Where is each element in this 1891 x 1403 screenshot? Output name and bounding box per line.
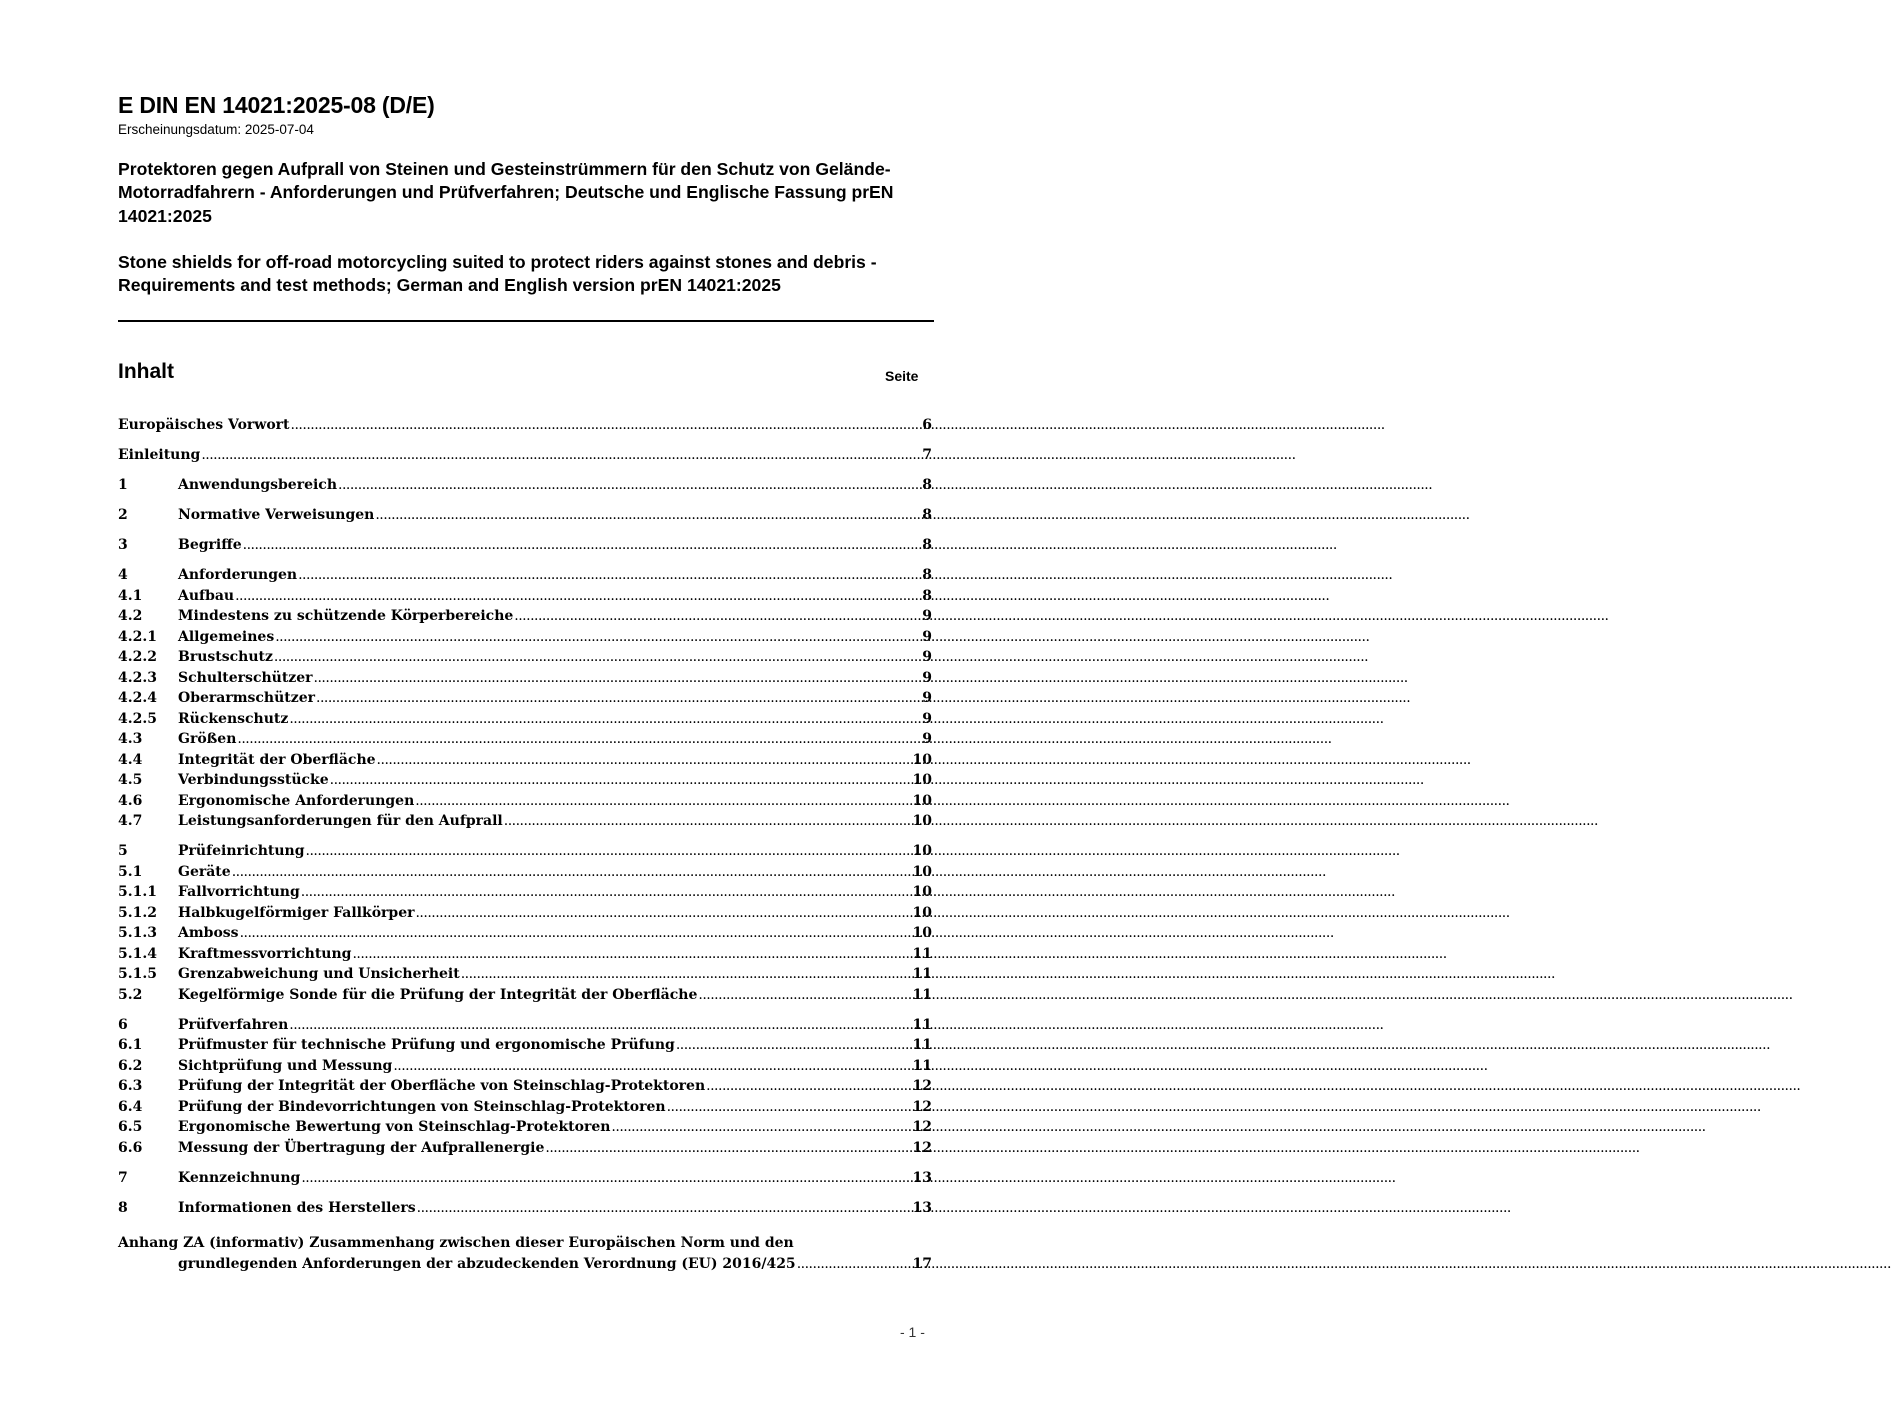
annex-page-number: 17	[912, 1255, 932, 1272]
toc-entry[interactable]	[118, 535, 932, 556]
toc-entry-title: Rückenschutz	[178, 710, 289, 727]
toc-entry-number: 4.3	[118, 731, 143, 747]
toc-entry[interactable]	[118, 627, 932, 648]
toc-entry[interactable]	[118, 944, 932, 965]
toc-entry-page: 10	[912, 863, 932, 880]
leader-dots	[301, 882, 912, 903]
toc-entry-number: 8	[118, 1199, 128, 1216]
toc-entry-page: 9	[922, 690, 932, 706]
toc-entry-number: 4.4	[118, 751, 143, 768]
toc-entry-number: 5.2	[118, 986, 143, 1003]
toc-entry-number: 4.2.1	[118, 628, 157, 645]
toc-entry-page: 12	[912, 1139, 932, 1156]
publication-date: Erscheinungsdatum: 2025-07-04	[118, 122, 314, 137]
toc-entry-page: 10	[912, 904, 932, 921]
leader-dots	[667, 1097, 912, 1118]
toc-entry-title: Begriffe	[178, 537, 242, 553]
toc-entry-number: 4.7	[118, 813, 143, 829]
toc-entry[interactable]	[118, 647, 932, 668]
leader-dots	[291, 415, 922, 436]
toc-entry[interactable]	[118, 688, 932, 709]
leader-dots	[232, 862, 912, 883]
leader-dots	[698, 985, 911, 1006]
toc-entry-title: Geräte	[178, 863, 231, 880]
toc-entry-page: 13	[912, 1169, 932, 1186]
toc-entry-number: 6.6	[118, 1139, 143, 1156]
toc-entry-number: 6.3	[118, 1078, 143, 1094]
toc-page-column-heading: Seite	[885, 368, 919, 384]
toc-entry[interactable]	[118, 606, 932, 627]
toc-entry-number: 5.1	[118, 863, 143, 880]
toc-entry-number: 4.2.5	[118, 710, 157, 727]
toc-entry[interactable]	[118, 586, 932, 607]
toc-entry-page: 9	[922, 731, 932, 747]
toc-entry-page: 11	[912, 1037, 932, 1053]
toc-entry[interactable]	[118, 791, 932, 812]
leader-dots	[375, 505, 921, 526]
leader-dots	[797, 1254, 912, 1275]
toc-entry-number: 1	[118, 477, 128, 493]
leader-dots	[235, 586, 921, 607]
toc-entry-title: Normative Verweisungen	[178, 507, 375, 523]
toc-entry[interactable]	[118, 668, 932, 689]
toc-entry-title: Einleitung	[118, 447, 201, 463]
toc-entry-page: 9	[922, 710, 932, 727]
toc-entry[interactable]	[118, 1015, 932, 1036]
toc-entry-number: 4.1	[118, 587, 143, 604]
toc-entry-title: Prüfung der Integrität der Oberfläche von Steinschlag-Protektoren	[178, 1078, 706, 1094]
toc-entry-page: 9	[922, 649, 932, 665]
toc-entry-title: Kegelförmige Sonde für die Prüfung der Integrität der Oberfläche	[178, 986, 698, 1003]
toc-entry-number: 5.1.2	[118, 904, 157, 921]
toc-entry-page: 11	[912, 966, 932, 982]
toc-entry-page: 13	[912, 1199, 932, 1216]
toc-entry-number: 4.2.3	[118, 669, 157, 686]
toc-entry-number: 6.5	[118, 1119, 143, 1135]
toc-entry-number: 3	[118, 537, 128, 553]
leader-dots	[201, 445, 921, 466]
toc-entry-title: Prüfeinrichtung	[178, 843, 305, 859]
leader-dots	[330, 770, 912, 791]
toc-entry[interactable]	[118, 729, 932, 750]
toc-entry-page: 9	[922, 608, 932, 624]
leader-dots	[243, 535, 922, 556]
toc-entry-page: 6	[922, 417, 932, 433]
toc-entry-title: Schulterschützer	[178, 669, 313, 686]
toc-entry[interactable]	[118, 811, 932, 832]
toc-entry-page: 8	[922, 587, 932, 604]
toc-entry-page: 11	[912, 1057, 932, 1074]
toc-entry[interactable]	[118, 505, 932, 526]
toc-entry-number: 6.2	[118, 1057, 143, 1074]
leader-dots	[377, 750, 912, 771]
toc-entry-number: 5.1.1	[118, 884, 157, 900]
toc-entry-title: Oberarmschützer	[178, 690, 315, 706]
toc-entry[interactable]	[118, 882, 932, 903]
title-german: Protektoren gegen Aufprall von Steinen und Gesteinstrümmern für den Schutz von Gelände-Motorradfahrern - Anforderungen und Prüfverfahren; Deutsche und Englische Fassung prEN 14021:2025	[118, 159, 894, 226]
toc-entry-page: 11	[912, 945, 932, 962]
toc-entry[interactable]	[118, 1035, 932, 1056]
leader-dots	[461, 964, 912, 985]
toc-entry-number: 4	[118, 567, 128, 583]
toc-entry-page: 10	[912, 792, 932, 809]
title-divider	[118, 320, 934, 322]
toc-entry-page: 11	[912, 1016, 932, 1033]
toc-entry-title: Kraftmessvorrichtung	[178, 945, 352, 962]
toc-entry-title: Halbkugelförmiger Fallkörper	[178, 904, 415, 921]
toc-entry-page: 8	[922, 477, 932, 493]
toc-entry-page: 10	[912, 772, 932, 788]
toc-entry-title: Informationen des Herstellers	[178, 1199, 416, 1216]
leader-dots	[316, 688, 921, 709]
leader-dots	[298, 565, 921, 586]
toc-entry-title: Sichtprüfung und Messung	[178, 1057, 393, 1074]
toc-entry-number: 5.1.4	[118, 945, 157, 962]
toc-entry-page: 9	[922, 628, 932, 645]
toc-entry[interactable]	[118, 750, 932, 771]
toc-entry-title: Anwendungsbereich	[178, 477, 337, 493]
toc-entry-number: 6.4	[118, 1098, 143, 1115]
toc-entry[interactable]	[118, 1198, 932, 1219]
table-of-contents	[118, 415, 932, 1218]
toc-entry[interactable]	[118, 415, 932, 436]
toc-entry-title: Grenzabweichung und Unsicherheit	[178, 966, 460, 982]
toc-entry-title: Brustschutz	[178, 649, 273, 665]
toc-entry-number: 7	[118, 1169, 128, 1186]
toc-entry-title: Verbindungsstücke	[178, 772, 329, 788]
toc-entry-title: Europäisches Vorwort	[118, 417, 290, 433]
toc-entry-title: Fallvorrichtung	[178, 884, 300, 900]
leader-dots	[415, 903, 911, 924]
toc-entry-page: 11	[912, 986, 932, 1003]
toc-entry-number: 6	[118, 1016, 128, 1033]
toc-entry[interactable]	[118, 1056, 932, 1077]
leader-dots	[237, 729, 921, 750]
leader-dots	[706, 1076, 911, 1097]
leader-dots	[314, 668, 922, 689]
toc-entry-number: 5	[118, 843, 128, 859]
toc-entry[interactable]	[118, 1097, 932, 1118]
toc-entry[interactable]	[118, 862, 932, 883]
toc-entry-number: 4.2	[118, 608, 143, 624]
toc-entry-page: 10	[912, 813, 932, 829]
leader-dots	[514, 606, 921, 627]
toc-entry-page: 10	[912, 751, 932, 768]
toc-entry-title: Prüfung der Bindevorrichtungen von Steinschlag-Protektoren	[178, 1098, 666, 1115]
toc-entry-page: 12	[912, 1078, 932, 1094]
toc-entry[interactable]	[118, 903, 932, 924]
toc-entry-title: Integrität der Oberfläche	[178, 751, 376, 768]
toc-entry-title: Prüfmuster für technische Prüfung und ergonomische Prüfung	[178, 1037, 675, 1053]
leader-dots	[676, 1035, 912, 1056]
toc-entry-title: Anforderungen	[178, 567, 298, 583]
leader-dots	[240, 923, 912, 944]
leader-dots	[289, 709, 921, 730]
leader-dots	[504, 811, 912, 832]
toc-entry-page: 10	[912, 925, 932, 941]
leader-dots	[545, 1138, 911, 1159]
toc-annex-entry[interactable]	[118, 1233, 932, 1274]
toc-entry[interactable]	[118, 964, 932, 985]
page-number: - 1 -	[900, 1324, 925, 1340]
toc-entry-number: 4.6	[118, 792, 143, 809]
toc-entry[interactable]	[118, 1168, 932, 1189]
title-english: Stone shields for off-road motorcycling suited to protect riders against stones and debris - Requirements and test methods; German and English version prEN 14021:2025	[118, 252, 877, 296]
leader-dots	[415, 791, 911, 812]
toc-entry-number: 4.2.4	[118, 690, 157, 706]
toc-entry-title: Größen	[178, 731, 237, 747]
toc-entry-title: Amboss	[178, 925, 239, 941]
toc-entry-number: 2	[118, 507, 128, 523]
toc-entry[interactable]	[118, 770, 932, 791]
toc-entry[interactable]	[118, 709, 932, 730]
toc-entry-number: 6.1	[118, 1037, 143, 1053]
toc-entry[interactable]	[118, 923, 932, 944]
leader-dots	[306, 841, 912, 862]
toc-entry-page: 8	[922, 507, 932, 523]
toc-entry-page: 7	[922, 447, 932, 463]
toc-entry[interactable]	[118, 475, 932, 496]
toc-entry-title: Allgemeines	[178, 628, 275, 645]
toc-entry[interactable]	[118, 985, 932, 1006]
leader-dots	[274, 647, 921, 668]
toc-entry-title: Prüfverfahren	[178, 1016, 289, 1033]
toc-entry-title: Ergonomische Anforderungen	[178, 792, 415, 809]
leader-dots	[393, 1056, 911, 1077]
toc-entry-page: 9	[922, 669, 932, 686]
document-id: E DIN EN 14021:2025-08 (D/E)	[118, 92, 435, 118]
toc-entry[interactable]	[118, 1076, 932, 1097]
toc-entry-page: 8	[922, 567, 932, 583]
toc-entry[interactable]	[118, 1117, 932, 1138]
annex-title-line-2: grundlegenden Anforderungen der abzudeckenden Verordnung (EU) 2016/425	[178, 1255, 796, 1272]
toc-entry[interactable]	[118, 445, 932, 466]
toc-entry-title: Kennzeichnung	[178, 1169, 301, 1186]
toc-entry[interactable]	[118, 841, 932, 862]
toc-entry-title: Aufbau	[178, 587, 235, 604]
leader-dots	[301, 1168, 911, 1189]
toc-entry[interactable]	[118, 1138, 932, 1159]
toc-entry-title: Leistungsanforderungen für den Aufprall	[178, 813, 503, 829]
toc-entry-title: Messung der Übertragung der Aufprallenergie	[178, 1139, 545, 1156]
leader-dots	[289, 1015, 911, 1036]
leader-dots	[275, 627, 921, 648]
toc-entry-page: 10	[912, 843, 932, 859]
leader-dots	[352, 944, 911, 965]
toc-entry-title: Ergonomische Bewertung von Steinschlag-Protektoren	[178, 1119, 611, 1135]
toc-entry-page: 12	[912, 1098, 932, 1115]
toc-entry-page: 12	[912, 1119, 932, 1135]
toc-entry-page: 8	[922, 537, 932, 553]
toc-heading: Inhalt	[118, 360, 174, 383]
toc-entry-number: 4.2.2	[118, 649, 157, 665]
annex-title-line-1: Anhang ZA (informativ) Zusammenhang zwischen dieser Europäischen Norm und den	[118, 1235, 794, 1251]
leader-dots	[417, 1198, 912, 1219]
toc-entry-number: 5.1.5	[118, 966, 157, 982]
toc-entry-title: Mindestens zu schützende Körperbereiche	[178, 608, 514, 624]
leader-dots	[611, 1117, 911, 1138]
toc-entry-number: 5.1.3	[118, 925, 157, 941]
toc-entry[interactable]	[118, 565, 932, 586]
leader-dots	[338, 475, 921, 496]
toc-entry-number: 4.5	[118, 772, 143, 788]
toc-entry-page: 10	[912, 884, 932, 900]
